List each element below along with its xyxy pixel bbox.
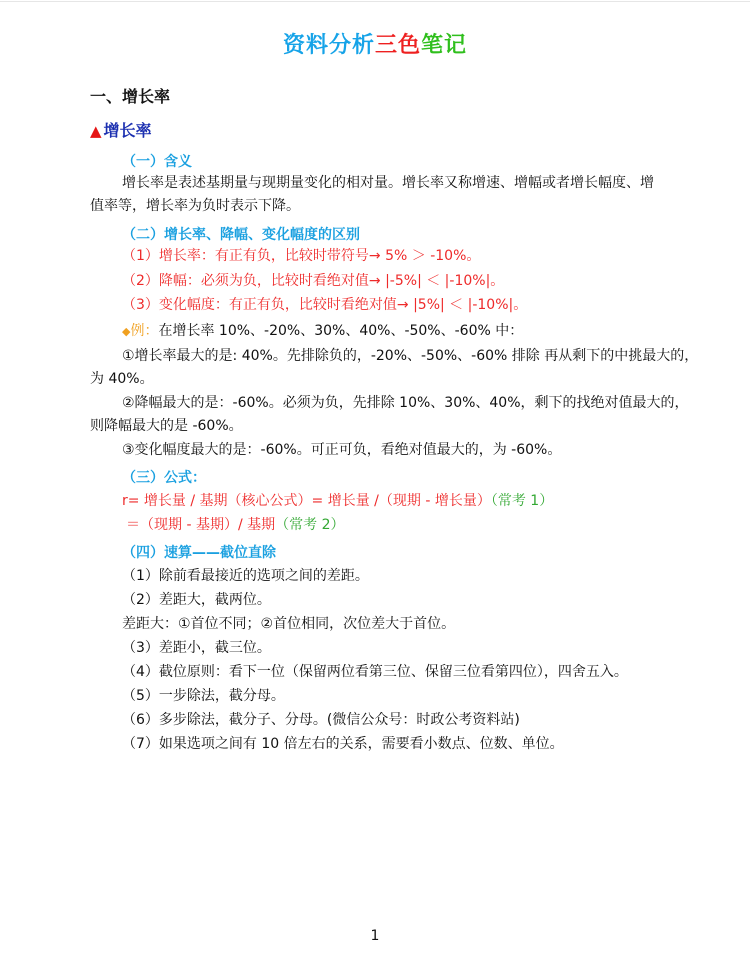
section-heading: 一、增长率 xyxy=(90,87,171,106)
formula-line-1 xyxy=(122,490,553,512)
subsection-heading-label: 增长率 xyxy=(103,121,152,140)
example-1-line-1: ①增长率最大的是: 40%。先排除负的，-20%、-50%、-60% 排除 再从剩下的中挑最大的， xyxy=(122,348,699,364)
heading-comparison: （二）增长率、降幅、变化幅度的区别 xyxy=(122,227,360,243)
comparison-item-2: （2）降幅：必须为负，比较时看绝对值→ |-5%| ＜ |-10%|。 xyxy=(122,273,505,289)
quick-calc-item: （1）除前看最接近的选项之间的差距。 xyxy=(122,568,369,584)
heading-definition: （一）含义 xyxy=(122,154,192,170)
formula-1: r= 增长量 / 基期（核心公式）= 增长量 /（现期 - 增长量） xyxy=(122,493,491,509)
top-divider xyxy=(0,1,750,2)
quick-calc-item: （3）差距小，截三位。 xyxy=(122,640,271,656)
heading-quick-calc: （四）速算——截位直除 xyxy=(122,545,276,561)
title-part-green: 笔记 xyxy=(421,33,468,58)
quick-calc-item: （4）截位原则：看下一位（保留两位看第三位、保留三位看第四位），四舍五入。 xyxy=(122,664,628,680)
comparison-item-3: （3）变化幅度：有正有负，比较时看绝对值→ |5%| ＜ |-10%|。 xyxy=(122,297,528,313)
definition-line-2: 值率等，增长率为负时表示下降。 xyxy=(90,198,300,214)
example-intro xyxy=(122,320,523,343)
example-text: 在增长率 10%、-20%、30%、40%、-50%、-60% 中： xyxy=(158,323,524,339)
example-label: 例： xyxy=(130,323,159,339)
example-2-line-2: 则降幅最大的是 -60%。 xyxy=(90,418,243,434)
definition-line-1: 增长率是表述基期量与现期量变化的相对量。增长率又称增速、增幅或者增长幅度、增 xyxy=(122,175,654,191)
title-part-blue: 资料分析 xyxy=(282,33,375,58)
triangle-marker-icon: ▲ xyxy=(90,122,102,140)
heading-formula: （三）公式： xyxy=(122,470,206,486)
formula-line-2 xyxy=(126,514,344,536)
example-2-line-1: ②降幅最大的是：-60%。必须为负，先排除 10%、30%、40%，剩下的找绝对值最大的， xyxy=(122,395,689,411)
quick-calc-item: （5）一步除法，截分母。 xyxy=(122,688,285,704)
formula-2-note: （常考 2） xyxy=(275,517,345,533)
formula-1-note: （常考 1） xyxy=(490,493,554,509)
example-3: ③变化幅度最大的是：-60%。可正可负，看绝对值最大的，为 -60%。 xyxy=(122,442,562,458)
quick-calc-item: 差距大：①首位不同；②首位相同，次位差大于首位。 xyxy=(122,616,456,632)
page-number: 1 xyxy=(370,928,380,944)
diamond-bullet-icon: ◆ xyxy=(122,325,131,338)
quick-calc-item: （7）如果选项之间有 10 倍左右的关系，需要看小数点、位数、单位。 xyxy=(122,736,564,752)
page-title xyxy=(0,28,750,59)
quick-calc-item: （6）多步除法，截分子、分母。(微信公众号：时政公考资料站) xyxy=(122,712,520,728)
comparison-item-1: （1）增长率：有正有负，比较时带符号→ 5% ＞ -10%。 xyxy=(122,248,481,264)
formula-2: ＝（现期 - 基期）/ 基期 xyxy=(126,517,276,533)
quick-calc-item: （2）差距大，截两位。 xyxy=(122,592,271,608)
subsection-heading xyxy=(90,118,152,141)
example-1-line-2: 为 40%。 xyxy=(90,371,154,387)
title-part-red: 三色 xyxy=(374,33,421,58)
